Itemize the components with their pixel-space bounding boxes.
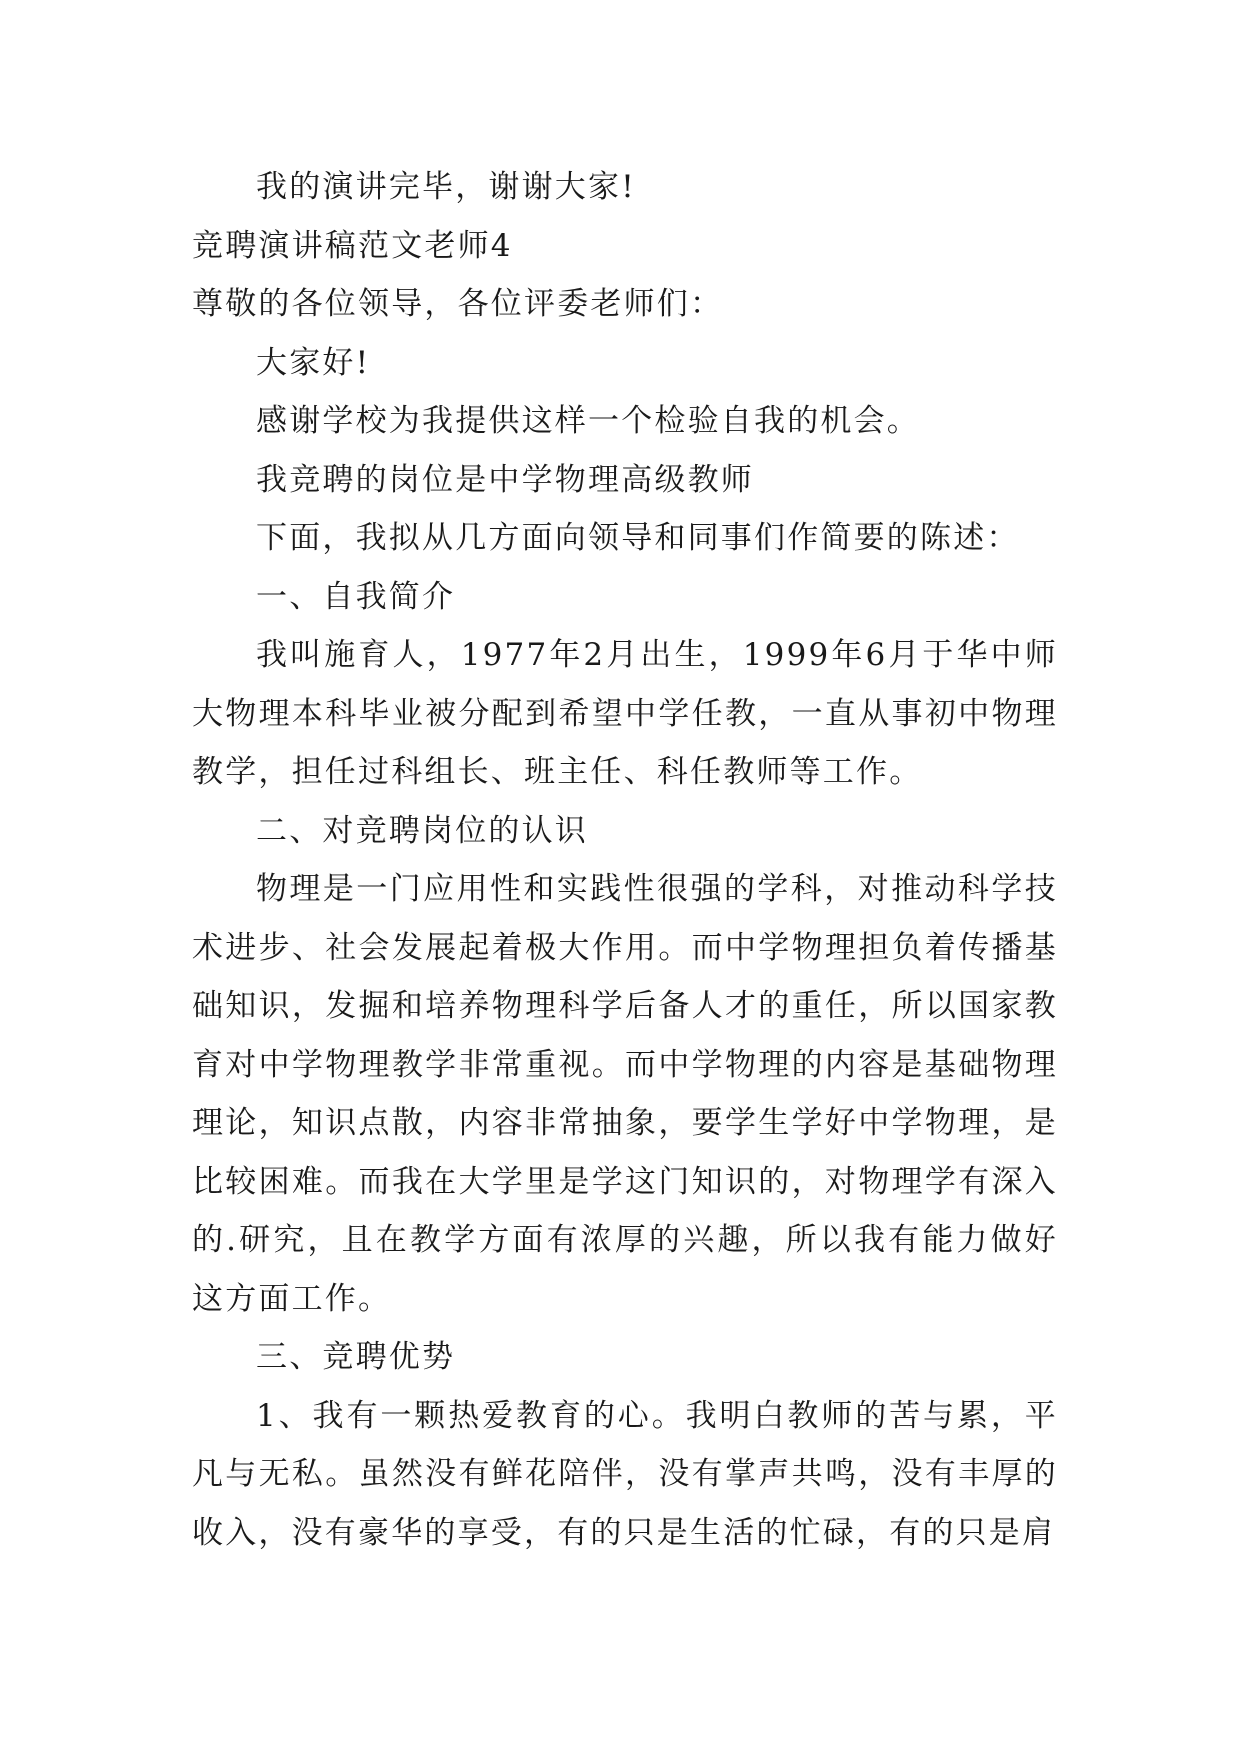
paragraph-understanding: 物理是一门应用性和实践性很强的学科，对推动科学技术进步、社会发展起着极大作用。而中学物理担负着传播基础知识，发掘和培养物理科学后备人才的重任，所以国家教育对中学物理教学非常重视。而中学物理的内容是基础物理理论，知识点散，内容非常抽象，要学生学好中学物理，是比较困难。而我在大学里是学这门知识的，对物理学有深入的.研究，且在教学方面有浓厚的兴趣，所以我有能力做好这方面工作。	[192, 871, 1058, 1317]
paragraph-greeting: 大家好!	[256, 344, 371, 381]
paragraph-intro: 下面，我拟从几方面向领导和同事们作简要的陈述：	[256, 520, 1020, 556]
heading-understanding: 二、对竞聘岗位的认识	[256, 812, 588, 849]
salutation: 尊敬的各位领导，各位评委老师们：	[192, 286, 724, 322]
document-body	[192, 158, 1058, 1562]
paragraph-closing: 我的演讲完毕，谢谢大家!	[256, 169, 636, 205]
paragraph-self-intro: 我叫施育人，1977年2月出生，1999年6月于华中师大物理本科毕业被分配到希望中学任教，一直从事初中物理教学，担任过科组长、班主任、科任教师等工作。	[192, 637, 1058, 790]
section-title: 竞聘演讲稿范文老师4	[192, 227, 513, 264]
paragraph-advantage-1: 1、我有一颗热爱教育的心。我明白教师的苦与累，平凡与无私。虽然没有鲜花陪伴，没有掌声共鸣，没有丰厚的收入，没有豪华的享受，有的只是生活的忙碌，有的只是肩	[192, 1397, 1058, 1551]
paragraph-thanks: 感谢学校为我提供这样一个检验自我的机会。	[256, 403, 920, 439]
paragraph-position: 我竞聘的岗位是中学物理高级教师	[256, 461, 754, 498]
heading-advantages: 三、竞聘优势	[256, 1339, 456, 1375]
heading-self-intro: 一、自我简介	[256, 578, 456, 615]
